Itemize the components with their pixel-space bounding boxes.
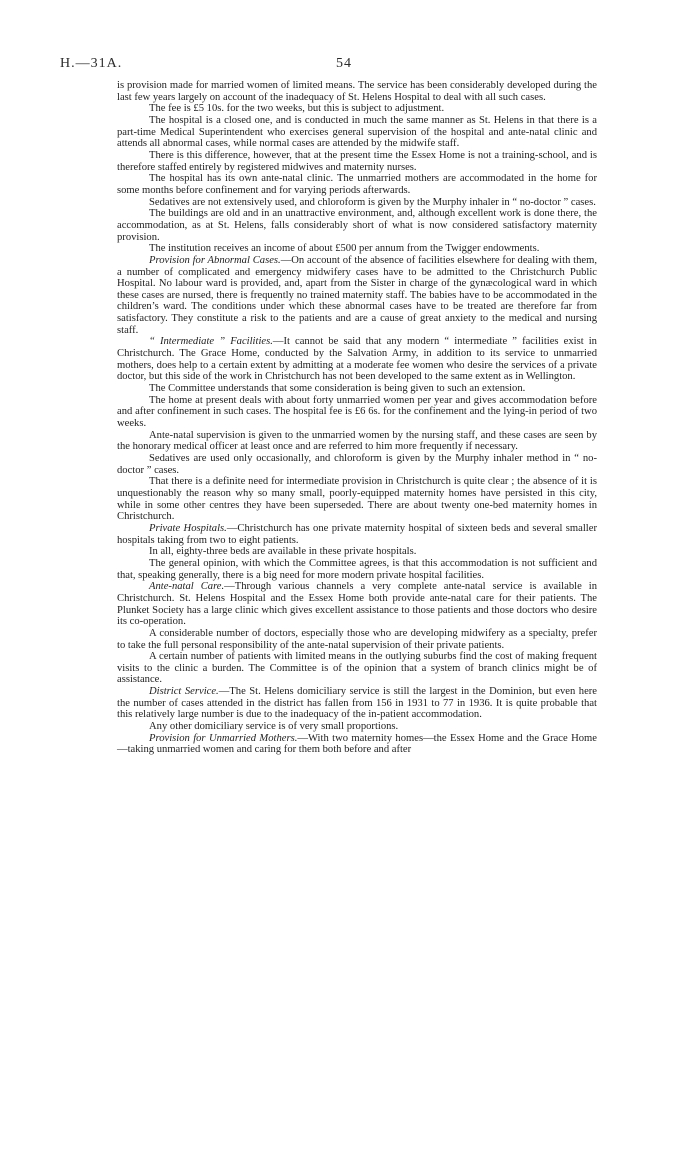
- paragraph-text: Ante-natal supervision is given to the unmarried women by the nursing staff, and these cases are seen by the honorary medical officer at least once and are referred to him more frequently if necessary.: [117, 429, 597, 453]
- paragraph-text: The institution receives an income of about £500 per annum from the Twigger endowments.: [149, 243, 540, 255]
- paragraph-text: —Christchurch has one private maternity hospital of sixteen beds and several smaller hospitals taking from two to eight patients.: [117, 522, 597, 546]
- paragraph: [117, 255, 597, 337]
- paragraph-text: The fee is £5 10s. for the two weeks, but this is subject to adjustment.: [149, 103, 445, 115]
- paragraph: [117, 558, 597, 581]
- paragraph-heading: “ Intermediate ” Facilities.: [149, 336, 273, 348]
- paragraph-heading: Provision for Abnormal Cases.: [149, 254, 281, 266]
- paragraph: [117, 197, 597, 209]
- paragraph: [117, 383, 597, 395]
- paragraph-text: Any other domiciliary service is of very small proportions.: [149, 721, 399, 733]
- paragraph: [117, 103, 597, 115]
- paragraph-text: The general opinion, with which the Committee agrees, is that this accommodation is not sufficient and that, speaking generally, there is a big need for more modern private hospital facilities.: [117, 557, 597, 581]
- paragraph-heading: Provision for Unmarried Mothers.: [149, 732, 298, 744]
- paragraph: [117, 208, 597, 243]
- paragraph-text: The home at present deals with about forty unmarried women per year and gives accommodation before and after confinement in such cases. The hospital fee is £6 6s. for the confinement and the lying-in period of two weeks.: [117, 394, 597, 430]
- paragraph-text: A certain number of patients with limited means in the outlying suburbs find the cost of making frequent visits to the clinic a burden. The Committee is of the opinion that a system of branch clinics might be of assistance.: [117, 651, 597, 686]
- paragraph: [117, 430, 597, 453]
- paragraph: [117, 686, 597, 721]
- paragraph-heading: Ante-natal Care.: [149, 581, 225, 593]
- paragraph: [117, 395, 597, 430]
- paragraph: [117, 523, 597, 546]
- paragraph-text: A considerable number of doctors, especially those who are developing midwifery as a specialty, prefer to take the full personal responsibility of the ante-natal supervision of their private patients.: [117, 627, 597, 651]
- body-text: [117, 80, 597, 756]
- paragraph-text: —On account of the absence of facilities elsewhere for dealing with them, a number of complicated and emergency midwifery cases have to be admitted to the Christchurch Public Hospital. No labour ward is provided, and, apart from the Sister in charge of the gynæcological ward in which these cases are nursed, there is frequently no trained maternity staff. The babies have to be accommodated in the children’s ward. The conditions under which these abnormal cases have to be treated are therefore far from satisfactory. They constitute a risk to the patients and are a cause of great anxiety to the medical and nursing staff.: [117, 254, 597, 336]
- paragraph: [117, 243, 597, 255]
- paragraph: [117, 651, 597, 686]
- paragraph-text: In all, eighty-three beds are available in these private hospitals.: [149, 546, 417, 558]
- paragraph: [117, 581, 597, 628]
- paragraph-heading: District Service.: [149, 686, 219, 698]
- paragraph: [117, 336, 597, 383]
- paragraph-heading: Private Hospitals.: [149, 522, 227, 534]
- paragraph-text: Sedatives are not extensively used, and chloroform is given by the Murphy inhaler in “ no-doctor ” cases.: [149, 196, 596, 208]
- paragraph-text: —Through various channels a very complete ante-natal service is available in Christchurch. St. Helens Hospital and the Essex Home both provide ante-natal care for their patients. The Plunket Society has a large clinic which gives excellent assistance to those patients and those doctors who desire its co-operation.: [117, 581, 597, 628]
- paragraph: [117, 150, 597, 173]
- paragraph: [117, 628, 597, 651]
- paragraph-text: Sedatives are used only occasionally, and chloroform is given by the Murphy inhaler method in “ no-doctor ” cases.: [117, 453, 597, 476]
- paragraph-text: The hospital is a closed one, and is conducted in much the same manner as St. Helens in that there is a part-time Medical Superintendent who exercises general supervision of the hospital and ante-natal clinic and attends all abnormal cases, while normal cases are attended by the midwife staff.: [117, 114, 597, 150]
- paragraph: [117, 721, 597, 733]
- paragraph-text: The buildings are old and in an unattractive environment, and, although excellent work is done there, the accommodation, as at St. Helens, falls considerably short of what is now considered satisfactory maternity provision.: [117, 208, 597, 243]
- paragraph-text: There is this difference, however, that at the present time the Essex Home is not a training-school, and is therefore staffed entirely by registered midwives and maternity nurses.: [117, 149, 597, 173]
- paragraph: [117, 453, 597, 476]
- paragraph: [117, 546, 597, 558]
- paragraph-text: is provision made for married women of limited means. The service has been considerably developed during the last few years largely on account of the inadequacy of St. Helens Hospital to deal with all such cases.: [117, 80, 597, 103]
- paragraph: [117, 476, 597, 523]
- paragraph-text: The hospital has its own ante-natal clinic. The unmarried mothers are accommodated in the home for some months before confinement and for varying periods afterwards.: [117, 173, 597, 196]
- paragraph-text: —With two maternity homes—the Essex Home and the Grace Home—taking unmarried women and caring for them both before and after: [117, 732, 597, 756]
- paragraph: [117, 733, 597, 756]
- paragraph-text: The Committee understands that some consideration is being given to such an extension.: [149, 383, 526, 395]
- paragraph: [117, 80, 597, 103]
- paragraph: [117, 173, 597, 196]
- document-reference: H.—31A.: [60, 56, 123, 71]
- paragraph-text: —It cannot be said that any modern “ intermediate ” facilities exist in Christchurch. The Grace Home, conducted by the Salvation Army, in addition to its service to unmarried mothers, does help to a certain extent by admitting at a moderate fee women who desire the services of a private doctor, but this side of the work in Christchurch has not been developed to the same extent as in Wellington.: [117, 336, 597, 383]
- paragraph-text: That there is a definite need for intermediate provision in Christchurch is quite clear ; the absence of it is unquestionably the reason why so many small, poorly-equipped maternity homes have persisted in this city, while in some other centres they have been superseded. There are about twenty one-bed maternity homes in Christchurch.: [117, 476, 597, 523]
- paragraph-text: —The St. Helens domiciliary service is still the largest in the Dominion, but even here the number of cases attended in the district has fallen from 156 in 1931 to 77 in 1936. It is quite probable that this relatively large number is due to the inadequacy of the in-patient accommodation.: [117, 686, 598, 721]
- page-number: 54: [336, 56, 352, 71]
- paragraph: [117, 115, 597, 150]
